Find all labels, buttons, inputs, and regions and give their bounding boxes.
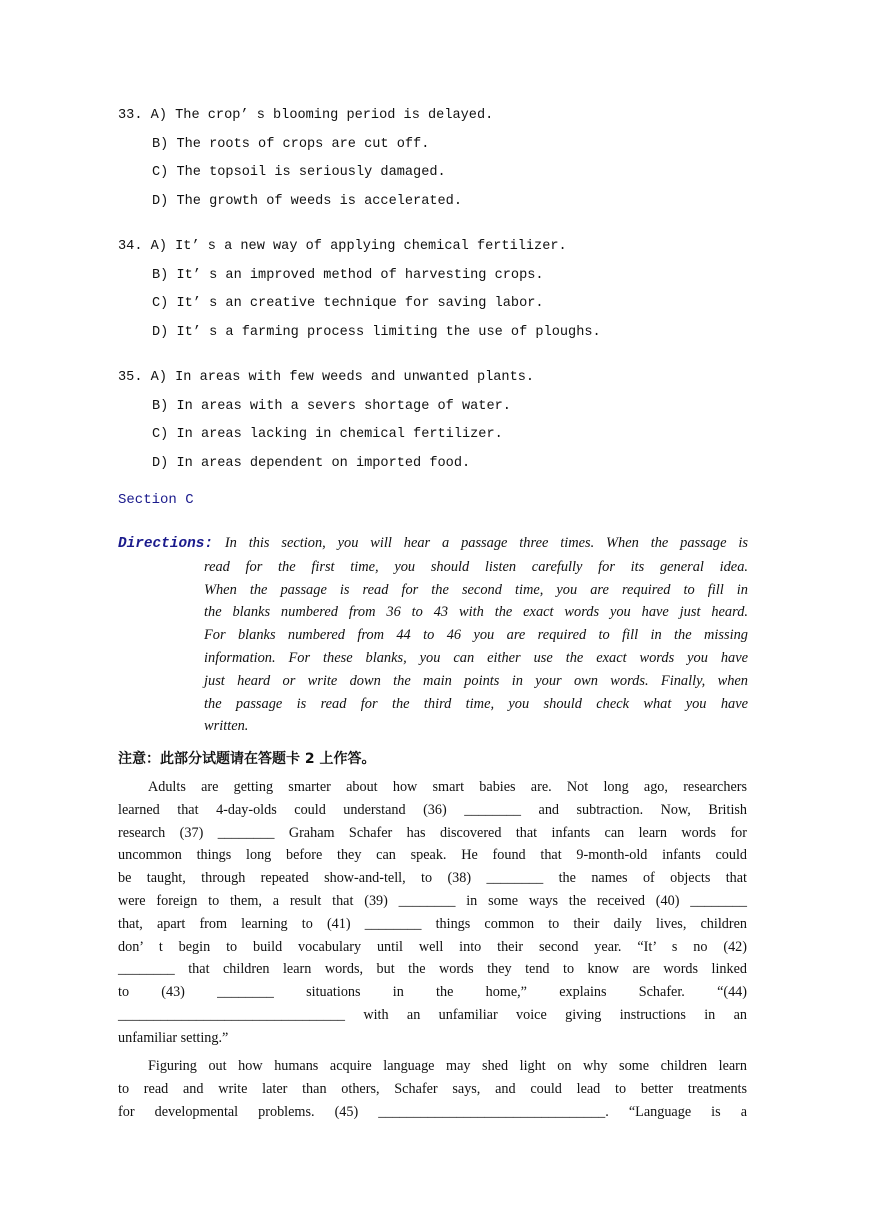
question-34-option-b: B) It’ s an improved method of harvesting crops. bbox=[152, 267, 544, 283]
question-33-option-d: D) The growth of weeds is accelerated. bbox=[152, 193, 462, 209]
directions-line: written. bbox=[204, 718, 249, 735]
passage-line: don’ t begin to build vocabulary until well into their second year. “It’ s no (42) bbox=[118, 938, 747, 955]
question-35-option-d: D) In areas dependent on imported food. bbox=[152, 455, 471, 471]
passage-paragraph-2 bbox=[118, 1055, 747, 1123]
passage-line: learned that 4-day-olds could understand (36) ________ and subtraction. Now, British bbox=[118, 801, 747, 818]
question-33 bbox=[118, 102, 493, 216]
passage-line: Adults are getting smarter about how smart babies are. Not long ago, researchers bbox=[148, 779, 747, 795]
passage-line: to (43) ________ situations in the home,” explains Schafer. “(44) bbox=[118, 984, 747, 1001]
directions-label: Directions: bbox=[118, 536, 213, 552]
passage-line: research (37) ________ Graham Schafer has discovered that infants can learn words for bbox=[118, 824, 747, 841]
passage-line: to read and write later than others, Schafer says, and could lead to better treatments bbox=[118, 1080, 747, 1097]
passage-line: be taught, through repeated show-and-tell, to (38) ________ the names of objects that bbox=[118, 870, 747, 887]
directions-line: When the passage is read for the second time, you are required to fill in bbox=[204, 581, 748, 598]
answer-card-note: 注意：此部分试题请在答题卡 2 上作答。 bbox=[118, 751, 376, 767]
passage-line: unfamiliar setting.” bbox=[118, 1029, 229, 1046]
directions-line: the blanks numbered from 36 to 43 with the exact words you have just heard. bbox=[204, 604, 748, 621]
directions-line: read for the first time, you should listen carefully for its general idea. bbox=[204, 558, 748, 575]
question-33-option-c: C) The topsoil is seriously damaged. bbox=[152, 165, 446, 180]
passage-line: that, apart from learning to (41) ________ things common to their daily lives, children bbox=[118, 915, 747, 932]
directions-line: Directions: In this section, you will hear a passage three times. When the passage is bbox=[118, 535, 748, 552]
passage-line: ________ that children learn words, but the words they tend to know are words linked bbox=[118, 961, 747, 978]
question-34-option-a: 34. A) It’ s a new way of applying chemical fertilizer. bbox=[118, 239, 567, 254]
passage-line: uncommon things long before they can speak. He found that 9-month-old infants could bbox=[118, 847, 747, 864]
passage-line: ________________________________ with an unfamiliar voice giving instructions in an bbox=[118, 1006, 747, 1023]
passage-line: for developmental problems. (45) ________________________________. “Language is a bbox=[118, 1103, 747, 1120]
directions-line: just heard or write down the main points in your own words. Finally, when bbox=[204, 672, 748, 689]
section-title: Section C bbox=[118, 492, 194, 508]
question-34-option-c: C) It’ s an creative technique for saving labor. bbox=[152, 296, 544, 311]
question-33-option-b: B) The roots of crops are cut off. bbox=[152, 136, 430, 152]
directions-line: the passage is read for the third time, you should check what you have bbox=[204, 695, 748, 712]
passage-paragraph-1 bbox=[118, 776, 747, 1050]
directions bbox=[118, 532, 748, 738]
question-35-option-b: B) In areas with a severs shortage of water. bbox=[152, 398, 511, 414]
passage-line: Figuring out how humans acquire language may shed light on why some children learn bbox=[148, 1058, 747, 1074]
question-35 bbox=[118, 364, 534, 478]
directions-line: For blanks numbered from 44 to 46 you are required to fill in the missing bbox=[204, 627, 748, 644]
question-number: 35. bbox=[118, 370, 143, 385]
question-number: 33. bbox=[118, 108, 143, 123]
question-33-option-a: 33. A) The crop’ s blooming period is delayed. bbox=[118, 108, 494, 123]
question-35-option-c: C) In areas lacking in chemical fertilizer. bbox=[152, 427, 503, 442]
question-35-option-a: 35. A) In areas with few weeds and unwanted plants. bbox=[118, 370, 535, 385]
passage-line: were foreign to them, a result that (39) ________ in some ways the received (40) ________ bbox=[118, 892, 747, 909]
question-number: 34. bbox=[118, 239, 143, 254]
directions-line: information. For these blanks, you can either use the exact words you have bbox=[204, 649, 748, 666]
question-34 bbox=[118, 233, 601, 347]
question-34-option-d: D) It’ s a farming process limiting the use of ploughs. bbox=[152, 324, 601, 340]
